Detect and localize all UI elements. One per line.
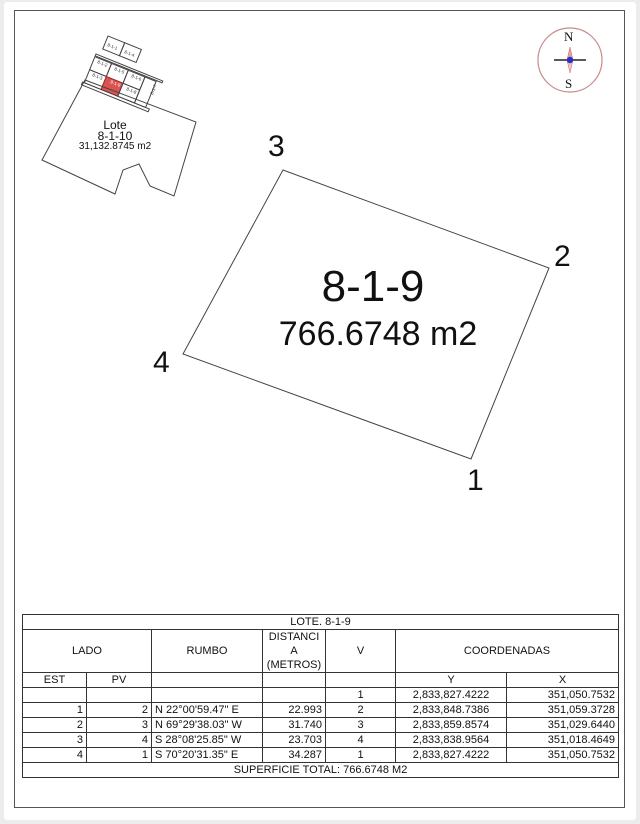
cell-y: 2,833,848.7386 (396, 703, 507, 718)
cell-pv: 3 (87, 718, 152, 733)
cell-x: 351,018.4649 (507, 733, 619, 748)
table-row (23, 748, 619, 763)
cell-rumbo: N 69°29'38.03" W (152, 718, 263, 733)
cell-y: 2,833,827.4222 (396, 748, 507, 763)
location-map (42, 36, 196, 196)
lot-id-label: 8-1-9 (321, 262, 425, 311)
location-lote-id: 8-1-10 (97, 129, 133, 143)
cell-v: 3 (326, 718, 396, 733)
vertex-label-3: 3 (268, 130, 285, 163)
cell-v: 2 (326, 703, 396, 718)
cell-v: 4 (326, 733, 396, 748)
header-v-blank (326, 673, 396, 688)
cell-y: 2,833,859.8574 (396, 718, 507, 733)
cell-x: 351,029.6440 (507, 718, 619, 733)
cell-rumbo: S 28°08'25.85" W (152, 733, 263, 748)
header-coordenadas: COORDENADAS (396, 630, 619, 673)
header-rumbo: RUMBO (152, 630, 263, 673)
cell-est: 2 (23, 718, 87, 733)
svg-text:8-1-4: 8-1-4 (123, 49, 136, 58)
cell-y: 2,833,838.9564 (396, 733, 507, 748)
svg-text:8-1-1: 8-1-1 (106, 42, 119, 51)
header-distancia (263, 630, 326, 673)
svg-text:8-1-6: 8-1-6 (130, 73, 143, 82)
vertex-label-4: 4 (153, 346, 170, 379)
cell-distancia: 31.740 (263, 718, 326, 733)
vertex-label-1: 1 (467, 464, 484, 497)
svg-text:8-1-8: 8-1-8 (125, 86, 138, 95)
header-est: EST (23, 673, 87, 688)
lot-area-label: 766.6748 m2 (278, 315, 478, 353)
location-lote-area: 31,132.8745 m2 (78, 141, 152, 152)
location-lote-label: Lote (103, 118, 127, 132)
header-x: X (507, 673, 619, 688)
cell-distancia: 23.703 (263, 733, 326, 748)
table-row (23, 733, 619, 748)
header-distancia-line3: (METROS) (266, 659, 322, 671)
svg-text:8-1-3: 8-1-3 (91, 72, 104, 81)
header-distancia-blank (263, 673, 326, 688)
cell-rumbo: N 22°00'59.47" E (152, 703, 263, 718)
svg-text:8-1-2: 8-1-2 (96, 59, 109, 68)
cell-est: 4 (23, 748, 87, 763)
cell-est: 3 (23, 733, 87, 748)
total-area-row: SUPERFICIE TOTAL: 766.6748 M2 (23, 763, 619, 778)
header-rumbo-blank (152, 673, 263, 688)
cell-y: 2,833,827.4222 (396, 688, 507, 703)
header-distancia-line2: A (290, 645, 298, 657)
cell-x: 351,059.3728 (507, 703, 619, 718)
header-y: Y (396, 673, 507, 688)
survey-table (22, 614, 619, 778)
table-row (23, 718, 619, 733)
header-distancia-line1: DISTANCI (268, 631, 320, 643)
cell-pv: 2 (87, 703, 152, 718)
table-row (23, 703, 619, 718)
cell-distancia: 22.993 (263, 703, 326, 718)
header-pv: PV (87, 673, 152, 688)
cell-v: 1 (326, 748, 396, 763)
vertex-label-2: 2 (554, 240, 571, 273)
cell-rumbo: S 70°20'31.35" E (152, 748, 263, 763)
table-title: LOTE. 8-1-9 (23, 615, 619, 630)
cell-pv: 4 (87, 733, 152, 748)
south-label: S (565, 76, 573, 91)
cell-est: 1 (23, 703, 87, 718)
north-label: N (564, 29, 574, 44)
cell-pv: 1 (87, 748, 152, 763)
header-lado: LADO (23, 630, 152, 673)
svg-text:8-1-7: 8-1-7 (149, 83, 158, 96)
header-v: V (326, 630, 396, 673)
svg-text:8-1-5: 8-1-5 (113, 66, 126, 75)
cell-v: 1 (326, 688, 396, 703)
table-row-first-vertex (23, 688, 619, 703)
cell-distancia: 34.287 (263, 748, 326, 763)
cell-x: 351,050.7532 (507, 748, 619, 763)
svg-text:8-1-9: 8-1-9 (109, 79, 122, 88)
cell-x: 351,050.7532 (507, 688, 619, 703)
